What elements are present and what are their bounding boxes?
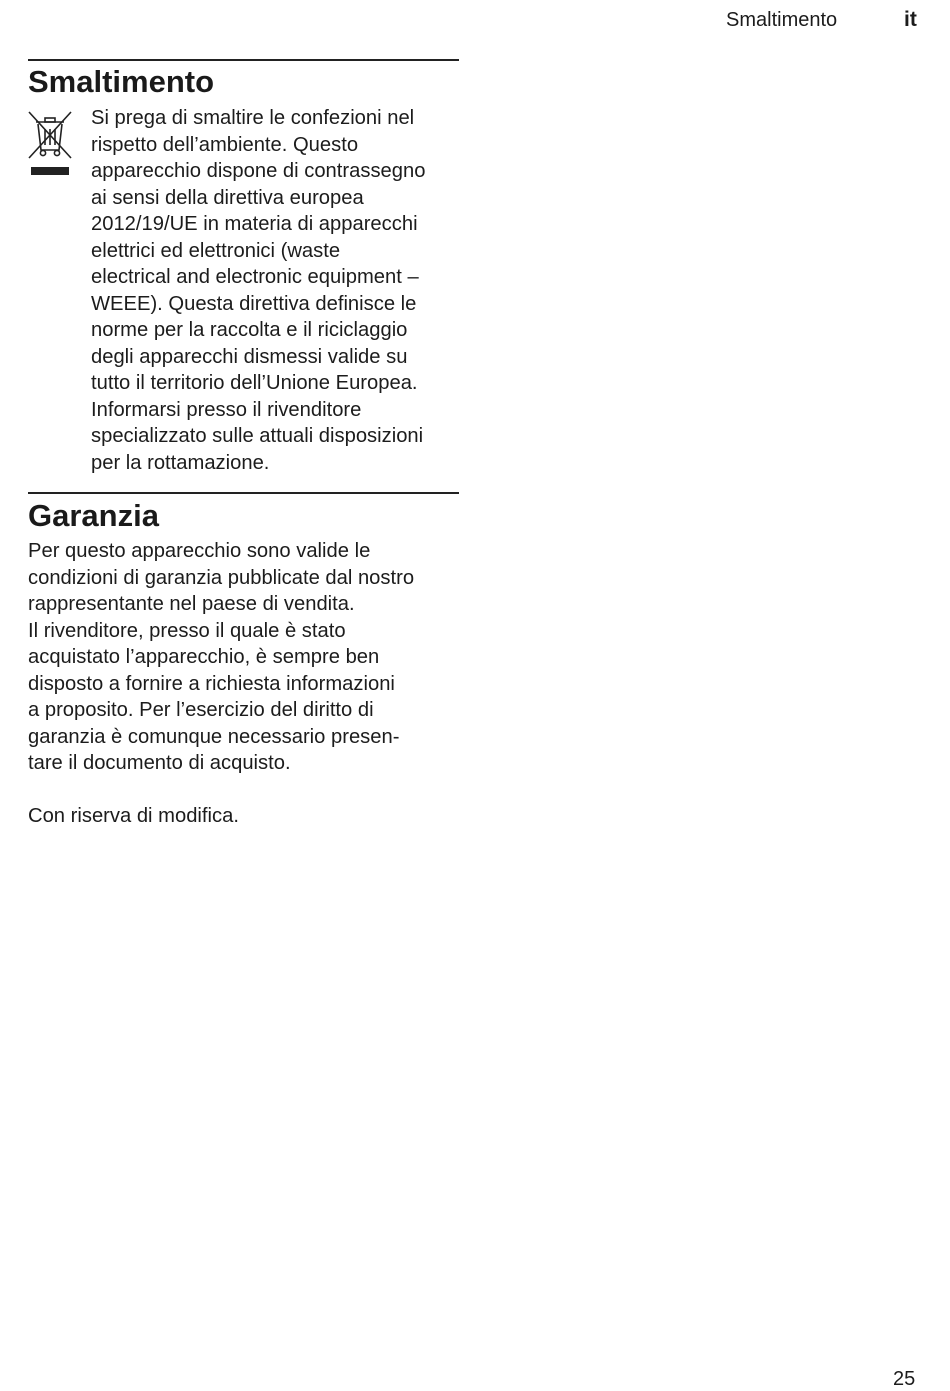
crossed-out-wheelie-bin-icon — [27, 110, 73, 182]
text-line: Si prega di smaltire le confezioni nel — [91, 107, 415, 129]
page-number: 25 — [893, 1368, 916, 1390]
text-line: norme per la raccolta e il riciclaggio — [91, 319, 408, 341]
text-line: ai sensi della direttiva europea — [91, 186, 364, 209]
section-title-garanzia: Garanzia — [28, 498, 159, 533]
text-line: elettrici ed elettronici (waste — [91, 239, 341, 262]
text-line: rispetto dell’ambiente. Questo — [91, 133, 359, 156]
text-line: condizioni di garanzia pubblicate dal nostro — [28, 566, 415, 589]
section-title-smaltimento: Smaltimento — [28, 64, 215, 99]
language-code: it — [904, 8, 917, 31]
text-line: 2012/19/UE in materia di apparecchi — [91, 213, 418, 235]
text-line: per la rottamazione. — [91, 451, 270, 474]
text-line: garanzia è comunque necessario presen- — [28, 725, 400, 748]
text-line: rappresentante nel paese di vendita. — [28, 593, 355, 615]
text-line: a proposito. Per l’esercizio del diritto di — [28, 699, 374, 721]
text-line: degli apparecchi dismessi valide su — [91, 345, 408, 368]
text-line: Informarsi presso il rivenditore — [91, 398, 362, 421]
text-line: electrical and electronic equipment – — [91, 266, 419, 288]
text-line: specializzato sulle attuali disposizioni — [91, 425, 424, 447]
text-line: apparecchio dispone di contrassegno — [91, 160, 426, 182]
text-line: tutto il territorio dell’Unione Europea. — [91, 372, 418, 394]
warranty-paragraph — [28, 538, 414, 777]
text-line: WEEE). Questa direttiva definisce le — [91, 292, 417, 315]
text-line: Per questo apparecchio sono valide le — [28, 540, 371, 562]
text-line: acquistato l’apparecchio, è sempre ben — [28, 646, 380, 668]
text-line: Il rivenditore, presso il quale è stato — [28, 619, 346, 642]
section-divider — [28, 492, 459, 494]
running-header-title: Smaltimento — [726, 9, 838, 31]
text-line: tare il documento di acquisto. — [28, 752, 291, 774]
section-divider — [28, 59, 459, 61]
text-line: disposto a fornire a richiesta informazioni — [28, 672, 395, 695]
disposal-paragraph — [91, 105, 425, 476]
modification-note: Con riserva di modifica. — [28, 805, 239, 827]
